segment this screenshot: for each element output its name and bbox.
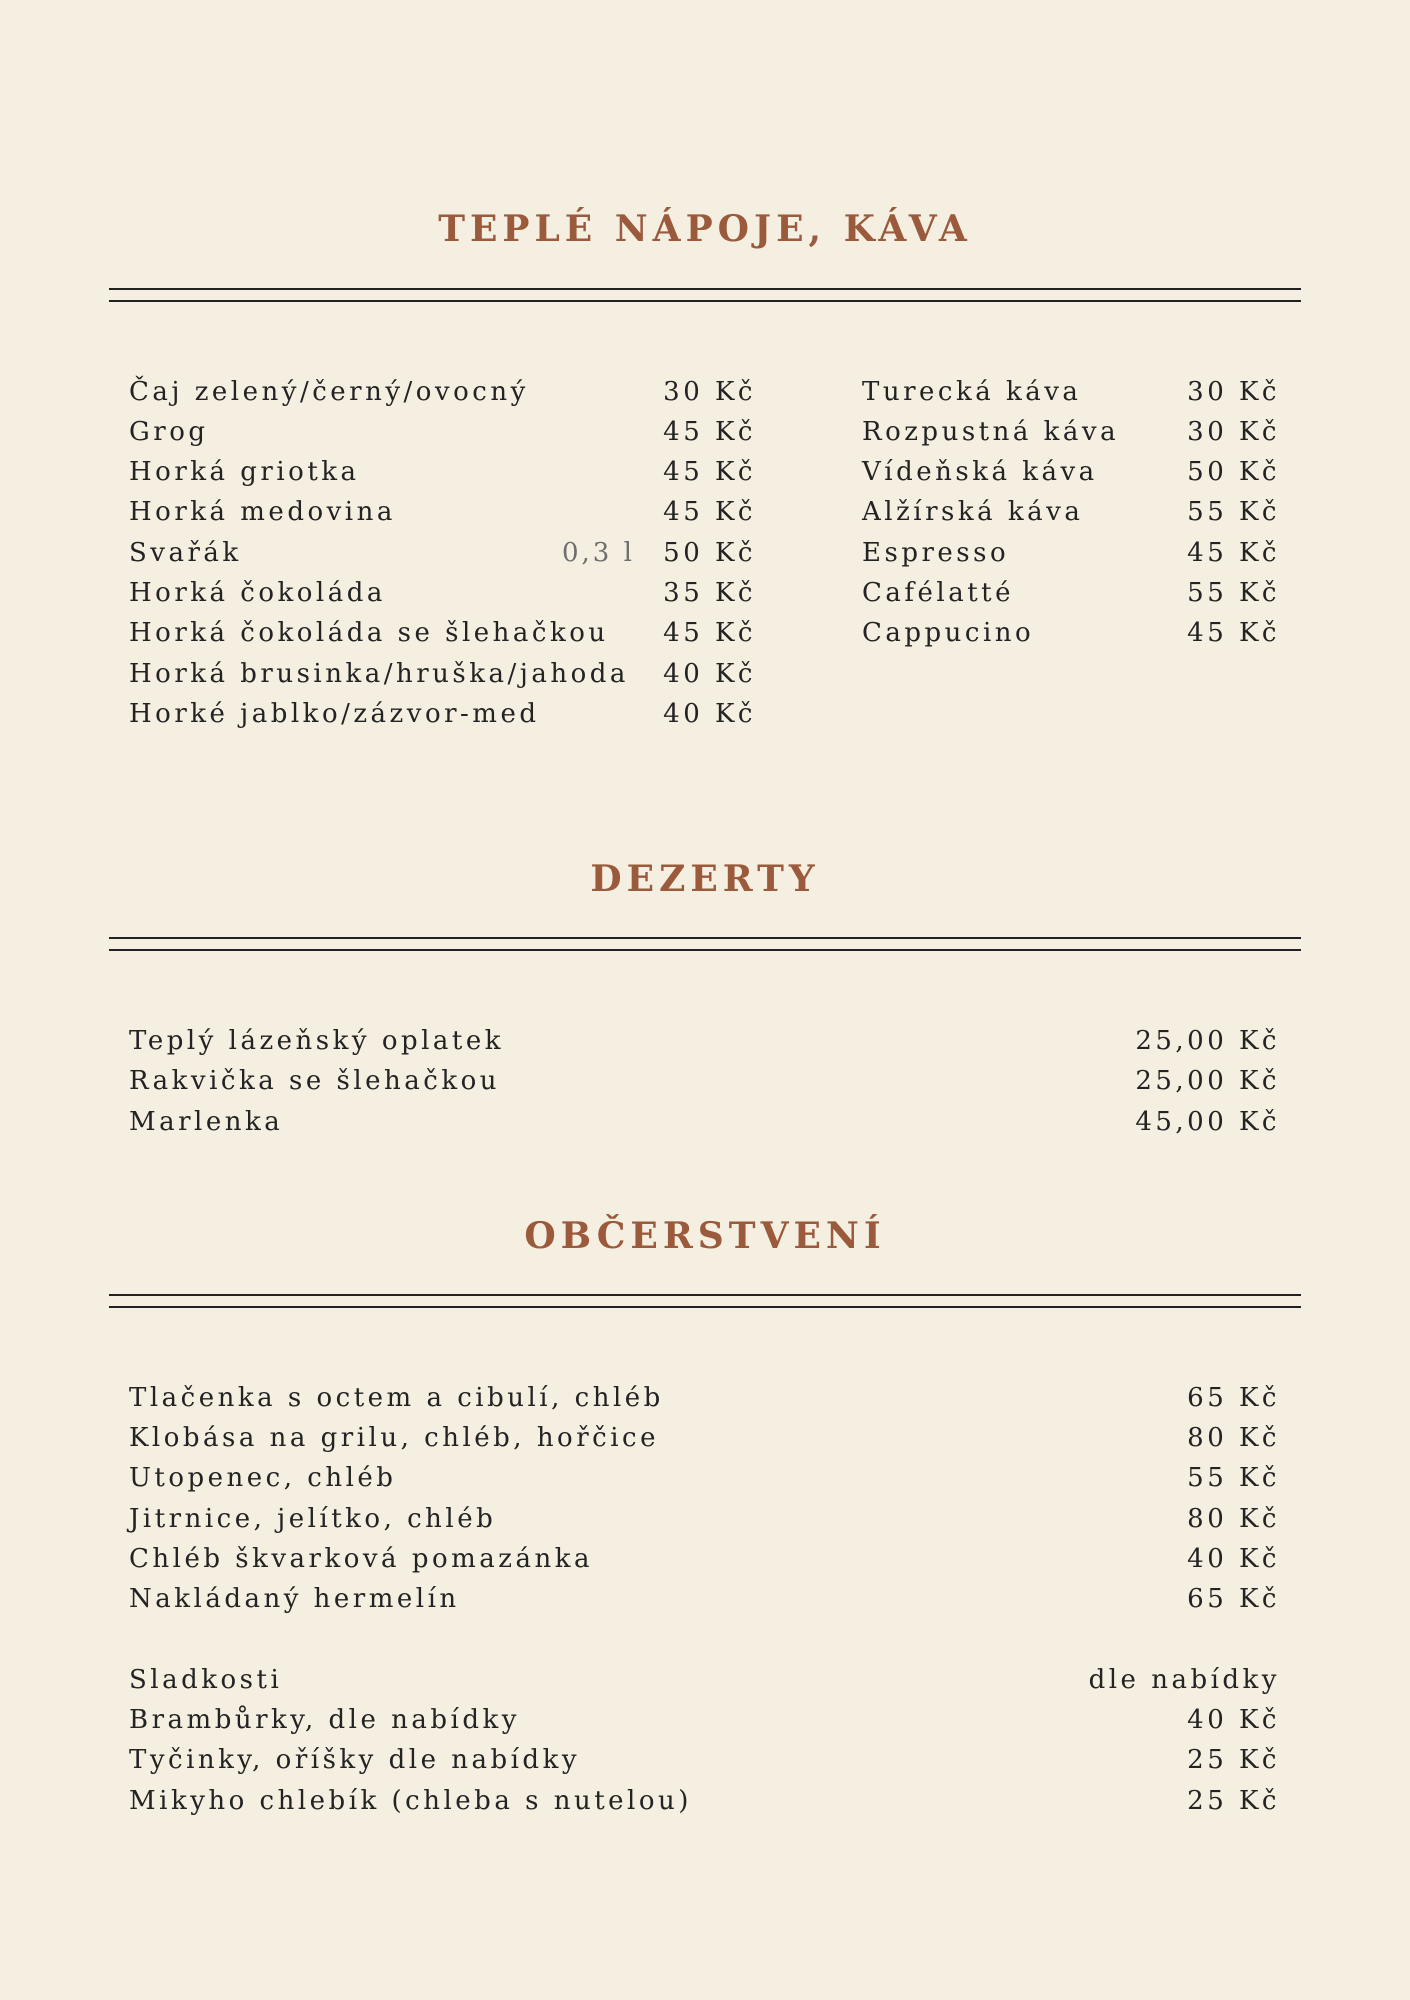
section-title-snacks: OBČERSTVENÍ (524, 1215, 886, 1257)
item-name: Tlačenka s octem a cibulí, chléb (129, 1383, 664, 1413)
menu-item (129, 492, 756, 532)
item-name: Horká medovina (129, 497, 396, 527)
item-price: 40 Kč (1187, 1705, 1280, 1735)
item-name: Čaj zelený/černý/ovocný (129, 377, 529, 407)
item-name: Nakládaný hermelín (129, 1584, 460, 1614)
menu-item (862, 533, 1280, 573)
item-volume: 0,3 l (562, 538, 635, 568)
item-name: Brambůrky, dle nabídky (129, 1705, 520, 1735)
menu-item (129, 1418, 1280, 1458)
item-price: 55 Kč (1187, 497, 1280, 527)
item-price: 40 Kč (663, 699, 756, 729)
menu-item (862, 452, 1280, 492)
item-name: Klobása na grilu, chléb, hořčice (129, 1423, 659, 1453)
divider (109, 1294, 1301, 1308)
menu-item (129, 452, 756, 492)
item-name: Espresso (862, 538, 1010, 568)
menu-item (862, 372, 1280, 412)
item-price: 30 Kč (1187, 417, 1280, 447)
item-price: 45,00 Kč (1135, 1107, 1280, 1137)
item-name: Jitrnice, jelítko, chléb (129, 1504, 497, 1534)
menu-item (129, 1458, 1280, 1498)
item-name: Horká čokoláda se šlehačkou (129, 618, 609, 648)
item-name: Marlenka (129, 1107, 284, 1137)
menu-item (129, 1700, 1280, 1740)
menu-item (129, 1740, 1280, 1780)
menu-item (862, 573, 1280, 613)
item-price: 25 Kč (1187, 1786, 1280, 1816)
item-price: 50 Kč (663, 538, 756, 568)
section-title-desserts: DEZERTY (590, 858, 820, 900)
item-price: 25,00 Kč (1135, 1026, 1280, 1056)
menu-item (129, 1781, 1280, 1821)
item-price: 40 Kč (1187, 1544, 1280, 1574)
menu-item (129, 1102, 1280, 1142)
menu-item (129, 694, 756, 734)
item-price: 50 Kč (1187, 457, 1280, 487)
item-name: Alžírská káva (862, 497, 1084, 527)
item-name: Horká brusinka/hruška/jahoda (129, 659, 629, 689)
item-price: 65 Kč (1187, 1383, 1280, 1413)
item-name: Turecká káva (862, 377, 1082, 407)
menu-item (129, 654, 756, 694)
menu-item (129, 1539, 1280, 1579)
item-price: 45 Kč (663, 457, 756, 487)
item-name: Teplý lázeňský oplatek (129, 1026, 505, 1056)
menu-item (129, 573, 756, 613)
menu-item (862, 613, 1280, 653)
item-price: 25 Kč (1187, 1745, 1280, 1775)
item-price: 30 Kč (663, 377, 756, 407)
menu-item (129, 1378, 1280, 1418)
menu-item (129, 1061, 1280, 1101)
item-name: Horká griotka (129, 457, 360, 487)
item-price: dle nabídky (1088, 1665, 1280, 1695)
item-name: Horká čokoláda (129, 578, 386, 608)
item-name: Sladkosti (129, 1665, 283, 1695)
menu-item (129, 613, 756, 653)
item-name: Cappucino (862, 618, 1035, 648)
menu-item (129, 372, 756, 412)
item-price: 65 Kč (1187, 1584, 1280, 1614)
item-name: Rozpustná káva (862, 417, 1120, 447)
menu-item (862, 492, 1280, 532)
item-name: Svařák (129, 538, 242, 568)
item-price: 45 Kč (663, 417, 756, 447)
menu-item (862, 412, 1280, 452)
menu-item (129, 1660, 1280, 1700)
item-price: 80 Kč (1187, 1504, 1280, 1534)
item-price: 45 Kč (1187, 538, 1280, 568)
item-name: Rakvička se šlehačkou (129, 1066, 501, 1096)
item-price: 30 Kč (1187, 377, 1280, 407)
section-title-hot-drinks: TEPLÉ NÁPOJE, KÁVA (438, 208, 972, 250)
item-name: Vídeňská káva (862, 457, 1098, 487)
menu-item (129, 1579, 1280, 1619)
item-name: Utopenec, chléb (129, 1463, 397, 1493)
item-price: 80 Kč (1187, 1423, 1280, 1453)
item-name: Cafélatté (862, 578, 1015, 608)
menu-item (129, 412, 756, 452)
item-price: 25,00 Kč (1135, 1066, 1280, 1096)
item-price: 45 Kč (1187, 618, 1280, 648)
item-price: 45 Kč (663, 618, 756, 648)
menu-item (129, 533, 756, 573)
menu-item (129, 1499, 1280, 1539)
divider (109, 288, 1301, 302)
item-name: Mikyho chlebík (chleba s nutelou) (129, 1786, 692, 1816)
item-price: 55 Kč (1187, 578, 1280, 608)
item-price: 55 Kč (1187, 1463, 1280, 1493)
divider (109, 937, 1301, 951)
item-name: Chléb škvarková pomazánka (129, 1544, 593, 1574)
item-price: 45 Kč (663, 497, 756, 527)
item-name: Tyčinky, oříšky dle nabídky (129, 1745, 581, 1775)
menu-item (129, 1021, 1280, 1061)
item-name: Grog (129, 417, 209, 447)
item-price: 40 Kč (663, 659, 756, 689)
item-price: 35 Kč (663, 578, 756, 608)
item-name: Horké jablko/zázvor-med (129, 699, 540, 729)
